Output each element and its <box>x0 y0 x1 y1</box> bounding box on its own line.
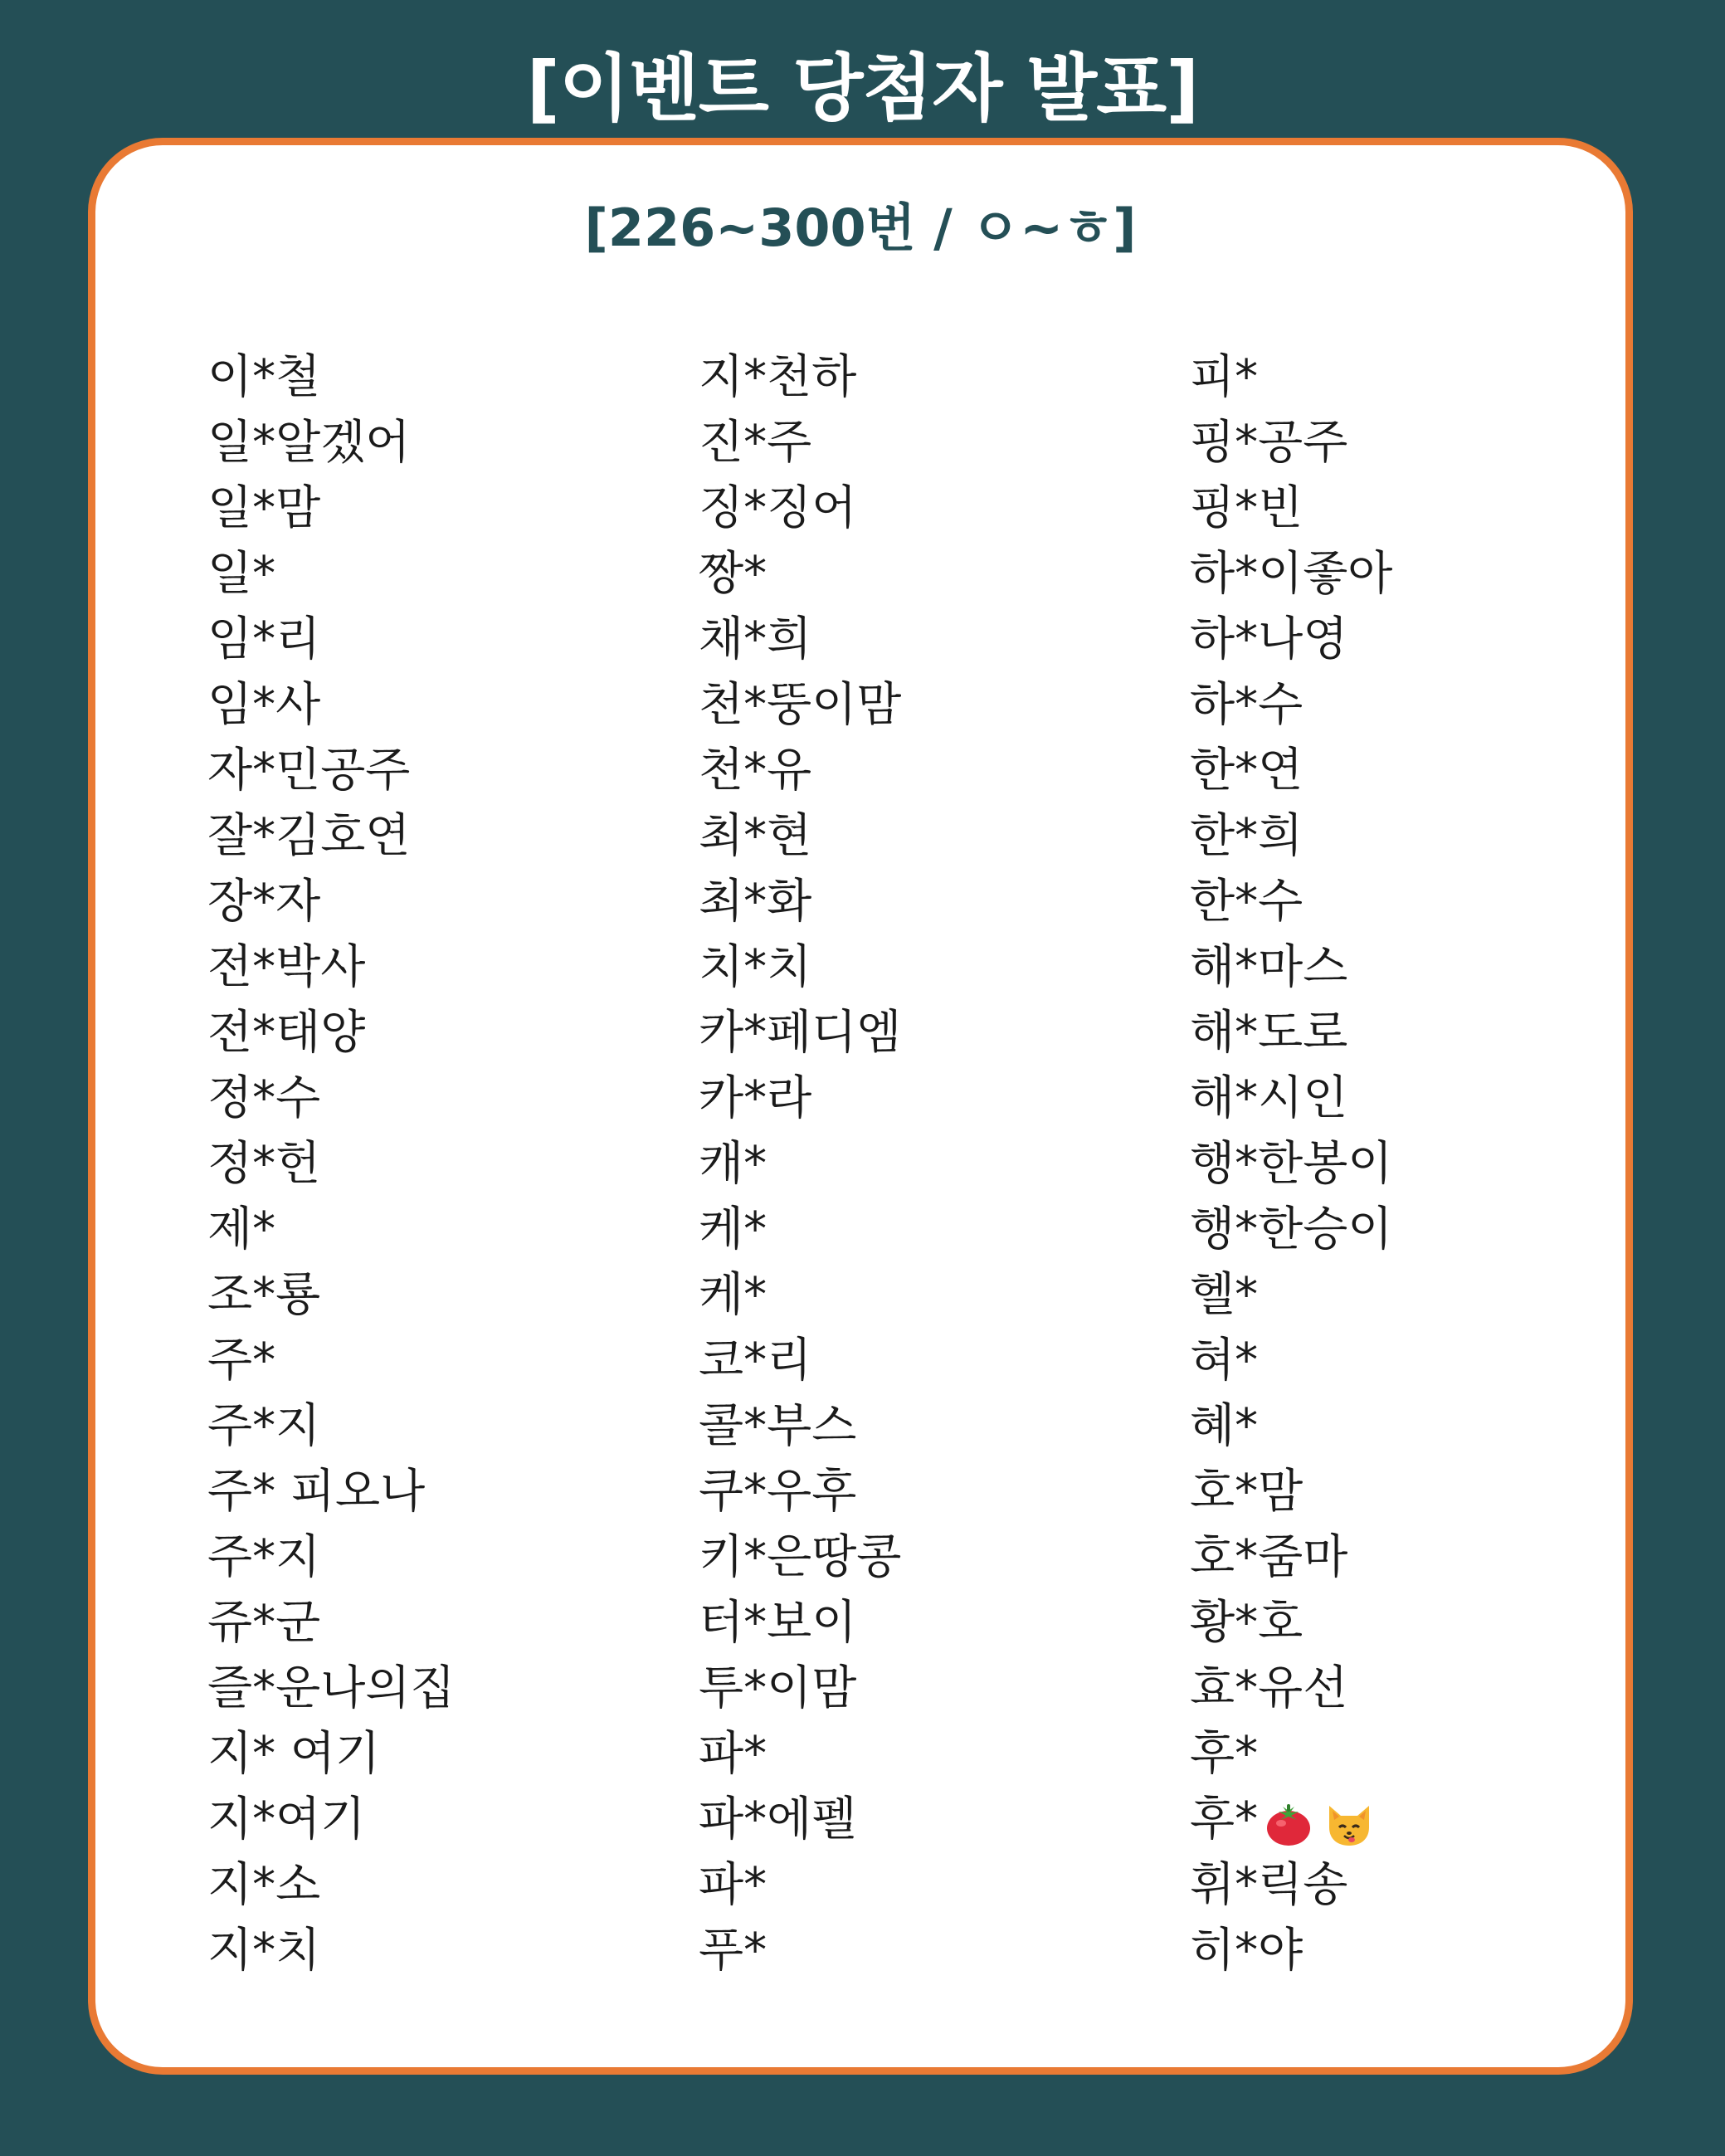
winner-name: 케* <box>699 1202 767 1256</box>
winner-name: 파*에펠 <box>699 1793 857 1846</box>
winner-name: 호*맘 <box>1190 1465 1303 1519</box>
winner-name: 지* 여기 <box>207 1727 381 1781</box>
winner-name: 키*은땅콩 <box>699 1530 902 1584</box>
winner-name: 터*보이 <box>699 1596 857 1650</box>
winner-name: 카*라 <box>699 1071 812 1125</box>
winner-name: 후* <box>1190 1727 1259 1781</box>
page-title: [이벤트 당첨자 발표] <box>526 46 1199 131</box>
winner-name: 짱* <box>699 547 767 601</box>
winner-name: 헬* <box>1190 1268 1259 1322</box>
winner-name: 주* <box>207 1334 276 1388</box>
winner-name: 지*천하 <box>699 350 857 404</box>
winner-name: 천*뚱이맘 <box>699 678 902 732</box>
winner-name: 이*철 <box>207 350 321 404</box>
winner-name: 자*민공주 <box>207 744 411 798</box>
winner-name: 장*자 <box>207 875 321 929</box>
winner-name: 제* <box>207 1202 276 1256</box>
winner-name: 징*징어 <box>699 481 857 535</box>
winner-list-card <box>88 138 1633 2075</box>
winner-name: 주* 피오나 <box>207 1465 426 1519</box>
winner-name: 히*야 <box>1190 1924 1303 1978</box>
winner-name: 최*화 <box>699 875 812 929</box>
winner-name: 일*알겠어 <box>207 416 411 470</box>
winner-name: 조*룡 <box>207 1268 321 1322</box>
winner-name: 호*줌마 <box>1190 1530 1348 1584</box>
winner-name: 진*주 <box>699 416 812 470</box>
winner-name: 푸* <box>699 1924 767 1978</box>
winner-name: 주*지 <box>207 1530 321 1584</box>
winner-name: 혜* <box>1190 1399 1259 1453</box>
winner-name: 해*시인 <box>1190 1071 1348 1125</box>
winner-name: 정*헌 <box>207 1137 321 1191</box>
tomato-icon <box>1265 1803 1313 1846</box>
winner-name: 쥬*군 <box>207 1596 321 1650</box>
winner-name: 하*수 <box>1190 678 1303 732</box>
winner-name: 행*한봉이 <box>1190 1137 1393 1191</box>
winner-name: 콜*부스 <box>699 1399 857 1453</box>
winner-name: 하*이좋아 <box>1190 547 1393 601</box>
winner-name: 지*소 <box>207 1858 321 1912</box>
winner-name: 캐* <box>699 1137 767 1191</box>
winner-name-with-emoji <box>1190 1787 1392 1852</box>
winner-name: 후* <box>1190 1793 1259 1846</box>
winner-name: 한*수 <box>1190 875 1303 929</box>
winner-name: 잘*김호연 <box>207 809 411 863</box>
winner-name: 즐*운나의집 <box>207 1661 456 1715</box>
cat-face-icon <box>1324 1802 1374 1847</box>
winner-name: 케* <box>699 1268 767 1322</box>
winner-column-3 <box>1190 344 1392 1983</box>
winner-name: 정*수 <box>207 1071 321 1125</box>
winner-name: 주*지 <box>207 1399 321 1453</box>
winner-name: 임*사 <box>207 678 321 732</box>
winner-name: 전*박사 <box>207 940 366 994</box>
winner-name: 효*유선 <box>1190 1661 1348 1715</box>
winner-name: 코*리 <box>699 1334 812 1388</box>
winner-column-2 <box>699 344 901 1983</box>
winner-name: 행*한승이 <box>1190 1202 1393 1256</box>
winner-name: 지*치 <box>207 1924 321 1978</box>
winner-name: 지*여기 <box>207 1793 366 1846</box>
winner-name: 피* <box>1190 350 1259 404</box>
winner-name: 파* <box>699 1858 767 1912</box>
winner-name: 핑*빈 <box>1190 481 1303 535</box>
winner-name: 임*리 <box>207 612 321 666</box>
winner-name: 카*페디엠 <box>699 1006 902 1060</box>
winner-name: 하*나영 <box>1190 612 1348 666</box>
winner-name: 한*연 <box>1190 744 1303 798</box>
winner-name: 일*맘 <box>207 481 321 535</box>
emoji-group <box>1265 1789 1374 1855</box>
winner-name: 황*호 <box>1190 1596 1303 1650</box>
winner-name: 휘*릭송 <box>1190 1858 1348 1912</box>
winner-name: 투*이맘 <box>699 1661 857 1715</box>
winner-name: 치*치 <box>699 940 812 994</box>
winner-column-1 <box>207 344 455 1983</box>
winner-name: 천*유 <box>699 744 812 798</box>
winner-name: 전*태양 <box>207 1006 366 1060</box>
winner-name: 혀* <box>1190 1334 1259 1388</box>
range-subtitle: [226~300번 / ㅇ~ㅎ] <box>584 198 1137 258</box>
winner-name: 파* <box>699 1727 767 1781</box>
winner-name: 채*희 <box>699 612 812 666</box>
winner-name: 해*도로 <box>1190 1006 1348 1060</box>
winner-name: 핑*공주 <box>1190 416 1348 470</box>
winner-name: 최*현 <box>699 809 812 863</box>
winner-name: 해*마스 <box>1190 940 1348 994</box>
winner-name: 쿠*우후 <box>699 1465 857 1519</box>
winner-name: 한*희 <box>1190 809 1303 863</box>
winner-name: 일* <box>207 547 276 601</box>
